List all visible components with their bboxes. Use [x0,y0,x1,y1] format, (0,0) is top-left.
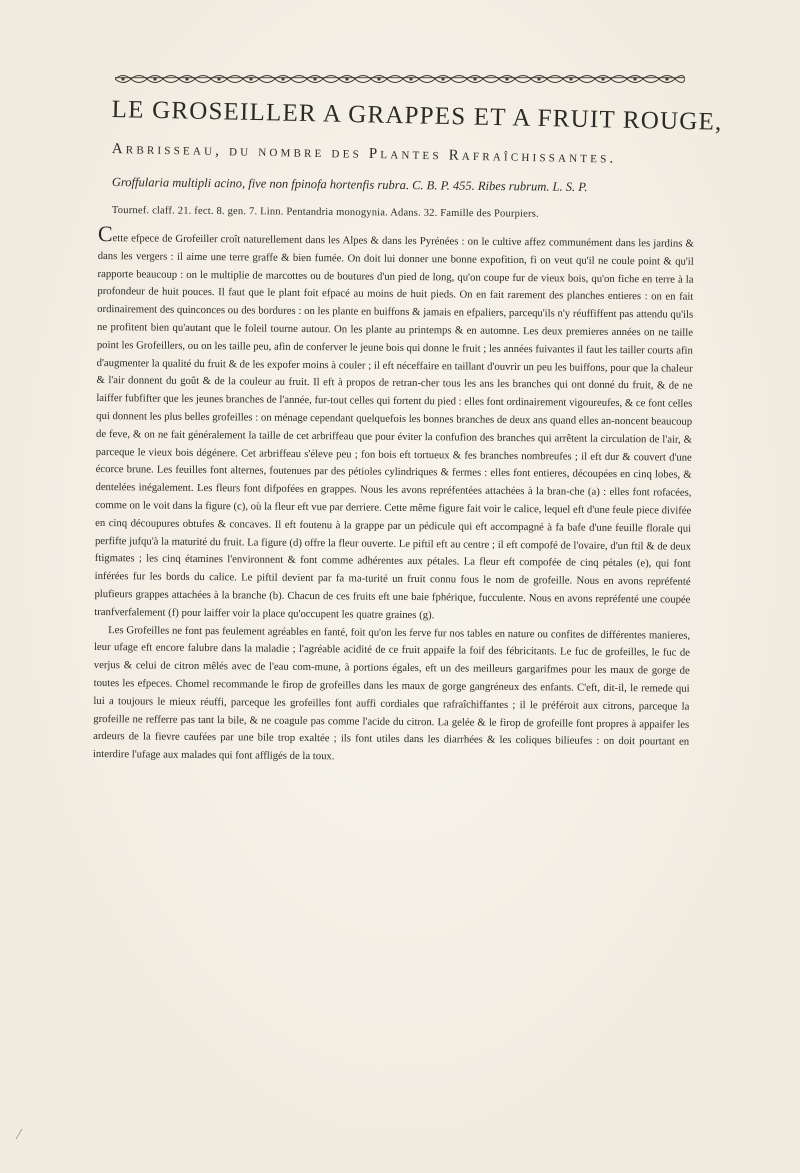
page-subtitle: Arbrisseau, du nombre des Plantes Rafraîchissantes. [111,141,617,167]
latin-synonym: Groffularia multipli acino, five non fpinofa hortenfis rubra. C. B. P. 455. Ribes rubrum. L. S. P. [111,175,588,194]
article-body [92,221,694,770]
drop-cap: C [97,221,113,247]
page-title: LE GROSEILLER A GRAPPES ET A FRUIT ROUGE, [111,96,723,136]
margin-mark-icon [14,1128,24,1140]
classification-line: Tournef. claff. 21. fect. 8. gen. 7. Linn. Pentandria monogynia. Adans. 32. Famille des Pourpiers. [111,205,539,220]
paragraph-second: Les Grofeilles ne font pas feulement agréables en fanté, foit qu'on les ferve fur nos tables en nature ou confites de différentes manieres, leur ufage eft encore falubre dans la maladie ; l'agréable acidité de ce fruit appaife la foif des fébricitants. Le fuc de grofeilles, le fuc de verjus & celui de citron mêlés avec de l'eau com-mune, à portions égales, eft un des meilleurs gargarifmes pour les maux de gorge de toutes les efpeces. Chomel recommande le firop de grofeilles dans les maux de gorge gangréneux des enfants. C'eft, dit-il, le remede qui lui a toujours le mieux réuffi, parceque les grofeilles font auffi cordiales que rafraîchiffantes ; il le préféroit aux citrons, parceque la grofeille ne refferre pas tant la bile, & ne coagule pas comme l'acide du citron. La gelée & le firop de grofeille font propres à appaifer les ardeurs de la fievre caufées par une bile trop exaltée ; ils font utiles dans les diarrhées & les coliques bilieufes : on doit pourtant en interdire l'ufage aux malades qui font affligés de la toux. [92,623,691,763]
paragraph-first-text: ette efpece de Grofeiller croît naturellement dans les Alpes & dans les Pyrénées : on le cultive affez communément dans les jardins & dans les vergers : il aime une terre graffe & bien fumée. On doit lui donner une bonne expofition, fi on veut qu'il ne coule point & qu'il rapporte beaucoup : on le multiplie de marcottes ou de boutures d'un pied de long, qu'on coupe fur de vieux bois, qu'on fiche en terre à la profondeur de huit pouces. Il faut que le plant foit efpacé au moins de huit pieds. On en fait rarement des planches entieres : on en fait ordinairement des quinconces ou des bordures : on les plante en buiffons & jamais en efpaliers, parcequ'ils n'y réuffiffent pas attendu qu'ils ne profitent bien qu'autant que le foleil tourne autour. On les plante au printemps & en automne. Les deux premieres années on ne taille point les Grofeillers, ou on les taille peu, afin de conferver le jeune bois qui donne le fruit ; les années fuivantes il faut les tailler courts afin d'augmenter la qualité du fruit & de les expofer moins à couler ; il eft néceffaire en taillant d'ouvrir un peu les buiffons, pour que la chaleur & l'air donnent du goût & de la couleur au fruit. Il eft à propos de retran-cher tous les ans les branches qui ont donné du fruit, & de ne laiffer fubfifter que les jeunes branches de l'année, fur-tout celles qui fortent du pied : elles font ordinairement vigoureufes, & ce font celles qui donnent les plus belles grofeilles : on ménage cependant quelquefois les bonnes branches de deux ans quand elles an-noncent beaucoup de feve, & on ne fait généralement la taille de cet arbriffeau que pour éviter la confufion des branches qui arrêtent la circulation de l'air, & parceque le vieux bois dégénere. Cet arbriffeau s'éleve peu ; fon bois eft tortueux & fes branches nombreufes ; il eft dur & couvert d'une écorce brune. Les feuilles font alternes, foutenues par des pétioles cylindriques & fermes : elles font entieres, découpées en cinq lobes, & dentelées inégalement. Les fleurs font difpofées en grappes. Nous les avons repréfentées attachées à la bran-che (a) : elles font rofacées, comme on le voit dans la figure (c), où la fleur eft vue par derriere. Cette même figure fait voir le calice, lequel eft d'une feule piece divifée en cinq découpures obtufes & concaves. Il eft foutenu à la grappe par un pédicule qui eft accompagné à fa bafe d'une feuille florale qui perfifte jufqu'à la maturité du fruit. La figure (d) offre la fleur ouverte. Le piftil eft au centre ; il eft compofé de l'ovaire, d'un ftil & de deux ftigmates ; les cinq étamines l'environnent & font comme adhérentes aux pétales. La fleur eft compofée de cinq pétales (e), qui font inférées fur les bords du calice. Le piftil devient par fa ma-turité un fruit connu fous le nom de grofeille. Nous en avons repréfenté plufieurs grappes attachées à la branche (b). Chacun de ces fruits eft une baie fphérique, fucculente. Nous en avons repréfenté une coupée tranfverfalement (f) pour laiffer voir la place qu'occupent les quatre graines (g). [94,232,694,621]
decorative-band-icon [115,70,685,88]
paragraph-first [94,221,694,627]
